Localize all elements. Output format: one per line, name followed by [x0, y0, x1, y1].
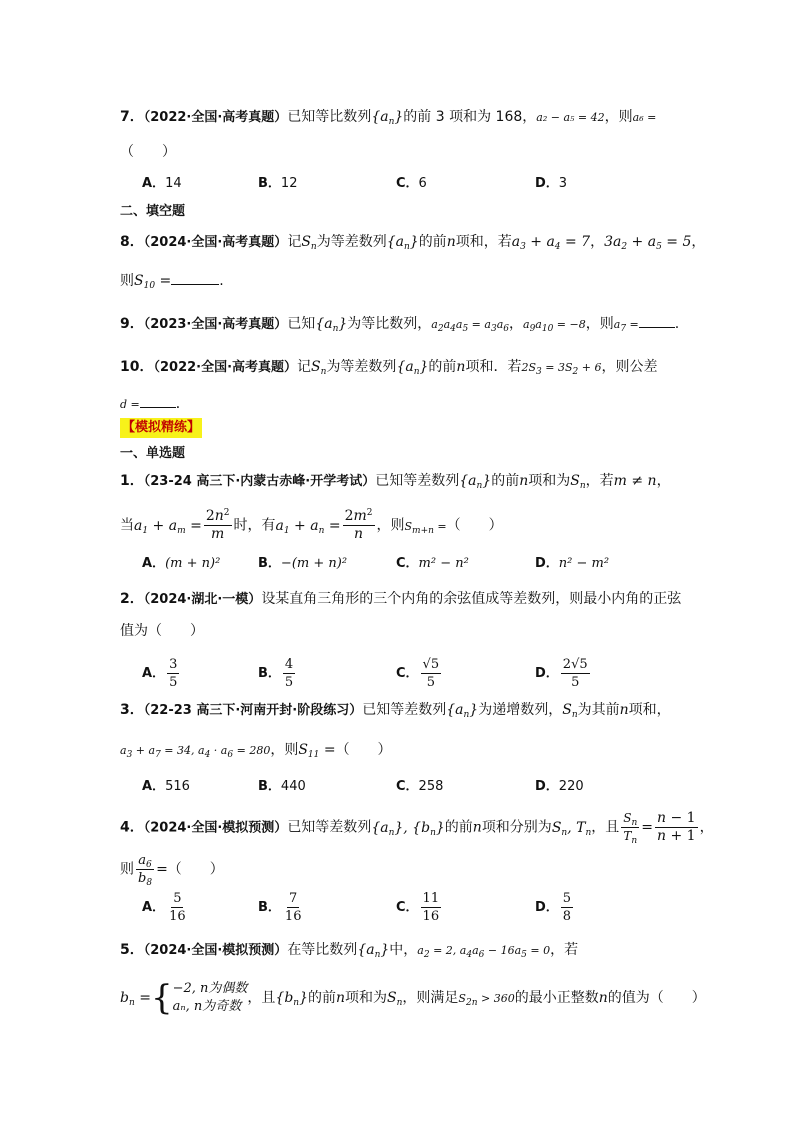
q10-line1: 10．（2022·全国·高考真题）记$S_n$为等差数列$\{a_n\}$的前n项和．若$2S_3 = 3S_2 + 6$，则公差: [120, 359, 658, 377]
m4-option-b[interactable]: B． $\frac{7}{16}$: [258, 891, 302, 924]
m2-option-a[interactable]: A． $\frac{3}{5}$: [142, 657, 178, 690]
m3-option-d[interactable]: D．220: [535, 779, 584, 794]
m5-number: 5．: [120, 942, 144, 958]
m3-option-c[interactable]: C．258: [396, 779, 444, 794]
q7-cond: a₂ − a₅ = 42: [536, 111, 605, 124]
q8-number: 8．: [120, 234, 144, 250]
q7-option-d[interactable]: D．3: [535, 176, 568, 191]
m1-option-a[interactable]: A．(m + n)²: [142, 556, 221, 571]
q9-answer-blank[interactable]: [639, 315, 675, 328]
q7-text-b: 的前 3 项和为 168，: [403, 109, 537, 125]
q9-line1: 9．（2023·全国·高考真题）已知$\{a_n\}$为等比数列，$a_2a_4a_5 = a_3a_6$，$a_9a_{10} = -8$，则$a_7$ = .: [120, 316, 680, 334]
m2-options: [142, 656, 702, 692]
m1-option-d[interactable]: D．n² − m²: [535, 556, 610, 571]
m3-options: [142, 776, 702, 798]
m4-number: 4．: [120, 819, 144, 836]
q10-number: 10．: [120, 359, 154, 375]
m4-option-a[interactable]: A． $\frac{5}{16}$: [142, 891, 186, 924]
m3-line2: $a_3 + a_7 = 34$, $a_4 \cdot a_6 = 280$，则$S_{11}$ =（ ）: [120, 742, 392, 760]
m1-line1: 1．（23-24 高三下·内蒙古赤峰·开学考试）已知等差数列$\{a_n\}$的前n项和为$S_n$，若m ≠ n，: [120, 473, 671, 491]
m1-option-b[interactable]: B．−(m + n)²: [258, 556, 348, 571]
q7-ask: a₆ =: [632, 111, 657, 124]
q8-answer-blank[interactable]: [171, 272, 219, 285]
m1-option-c[interactable]: C．m² − n²: [396, 556, 469, 571]
q9-source: （2023·全国·高考真题）: [143, 317, 288, 332]
m2-option-b[interactable]: B． $\frac{4}{5}$: [258, 657, 294, 690]
m5-case-brace: {: [150, 978, 173, 1018]
m2-line2: 值为（ ）: [120, 623, 204, 639]
m2-option-d[interactable]: D． $\frac{2√5}{5}$: [535, 657, 588, 690]
m3-option-b[interactable]: B．440: [258, 779, 306, 794]
m5-line1: 5．（2024·全国·模拟预测）在等比数列$\{a_n\}$中，$a_2 = 2$, $a_4a_6 - 16a_5 = 0$，若: [120, 942, 579, 960]
m3-option-a[interactable]: A．516: [142, 779, 190, 794]
q7-text-a: 已知等比数列: [287, 109, 372, 125]
q10-answer-blank[interactable]: [140, 395, 176, 408]
q8-line1: 8．（2024·全国·高考真题）记$S_n$为等差数列$\{a_n\}$的前n项和，若$a_3 + a_4 = 7$，$3a_2 + a_5 = 5$，: [120, 234, 706, 252]
q7-source: （2022·全国·高考真题）: [143, 110, 288, 125]
q8-source: （2024·全国·高考真题）: [143, 235, 288, 250]
q7-seq: $\{a_n\}$: [371, 109, 404, 127]
simulation-practice-header: 【模拟精练】: [120, 418, 202, 438]
m4-line1: 4．（2024·全国·模拟预测）已知等差数列$\{a_n\}$, $\{b_n\}$的前n项和分别为$S_n$, $T_n$，且 $\frac{S_n}{T_n}$ = $\frac{n - 1}{n + 1}$ ，: [120, 810, 714, 846]
m2-option-c[interactable]: C． $\frac{√5}{5}$: [396, 657, 440, 690]
q7-option-c[interactable]: C．6: [396, 176, 427, 191]
m1-line2: 当$a_1 + a_m$ = $\frac{2n^2}{m}$ 时，有$a_1 + a_n$ = $\frac{2m^2}{n}$ ，则$S_{m+n}$ =（ ）: [120, 508, 503, 542]
q7-option-b[interactable]: B．12: [258, 176, 298, 191]
m2-line1: 2．（2024·湖北·一模）设某直角三角形的三个内角的余弦值成等差数列，则最小内角的正弦: [120, 591, 682, 607]
m2-source: （2024·湖北·一模）: [143, 592, 262, 607]
m1-number: 1．: [120, 473, 144, 489]
m3-line1: 3．（22-23 高三下·河南开封·阶段练习）已知等差数列$\{a_n\}$为递增数列，$S_n$为其前n项和，: [120, 702, 671, 720]
m3-source: （22-23 高三下·河南开封·阶段练习）: [143, 703, 363, 718]
q7-options: [142, 173, 702, 195]
m5-source: （2024·全国·模拟预测）: [143, 943, 288, 958]
m4-option-c[interactable]: C． $\frac{11}{16}$: [396, 891, 440, 924]
m2-number: 2．: [120, 591, 144, 607]
m3-number: 3．: [120, 702, 144, 718]
q7-text-c: ，则: [604, 109, 633, 125]
m5-line2: $b_n$ ={ −2, n为偶数 aₙ, n为奇数 ，且$\{b_n\}$的前n项和为$S_n$，则满足$S_{2n} > 360$的最小正整数n的值为（ ）: [120, 978, 706, 1018]
q9-number: 9．: [120, 316, 144, 332]
q10-source: （2022·全国·高考真题）: [153, 360, 298, 375]
m5-cases: −2, n为偶数 aₙ, n为奇数: [172, 981, 248, 1014]
m4-source: （2024·全国·模拟预测）: [143, 820, 288, 836]
m1-source: （23-24 高三下·内蒙古赤峰·开学考试）: [143, 474, 376, 489]
q7-paren: （ ）: [120, 144, 176, 160]
m4-option-d[interactable]: D． $\frac{5}{8}$: [535, 891, 572, 924]
section-single-choice: 一、单选题: [120, 446, 186, 461]
m1-options: [142, 553, 702, 575]
q7-line1: [120, 106, 656, 129]
q7-number: 7．: [120, 109, 144, 125]
q8-line2: 则$S_{10}$ = .: [120, 273, 224, 291]
m4-options: [142, 890, 702, 926]
q10-line2: d = ．: [120, 396, 190, 412]
m4-line2: 则 $\frac{a_6}{b_8}$ =（ ）: [120, 853, 224, 888]
q7-option-a[interactable]: A．14: [142, 176, 182, 191]
section-fill-in: 二、填空题: [120, 204, 186, 219]
